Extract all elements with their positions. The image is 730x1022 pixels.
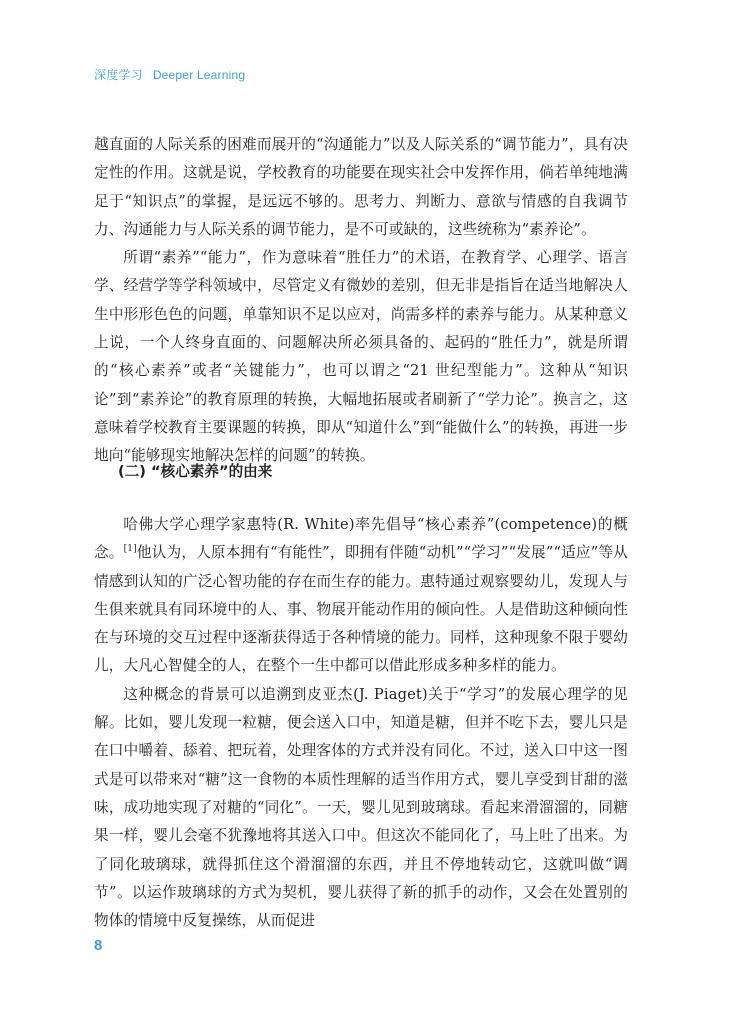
paragraph: 越直面的人际关系的困难而展开的“沟通能力”以及人际关系的“调节能力”，具有决定性的作用。这就是说，学校教育的功能要在现实社会中发挥作用，倘若单纯地满足于“知识点”的掌握，是远远不够的。思考力、判断力、意欲与情感的自我调节力、沟通能力与人际关系的调节能力，是不可或缺的，这些统称为“素养论”。 [94,136,628,238]
body-text-top [94,131,628,471]
paragraph-sentence: 哈佛大学心理学家惠特(R. White)率先倡导“核心素养”(competence)的概念。 [94,516,628,562]
page-number: 8 [94,937,103,954]
citation-marker: [1] [123,544,137,555]
paragraph: 所谓“素养”“能力”，作为意味着“胜任力”的术语，在教育学、心理学、语言学、经营学等学科领域中，尽管定义有微妙的差别，但无非是指旨在适当地解决人生中形形色色的问题，单靠知识不足以应对，尚需多样的素养与能力。从某种意义上说，一个人终身直面的、问题解决所必须具备的、起码的“胜任力”，就是所谓的“核心素养”或者“关键能力”，也可以谓之“21 世纪型能力”。这种从“知识论”到“素养论”的教育原理的转换，大幅地拓展或者刷新了“学力论”。换言之，这意味着学校教育主要课题的转换，即从“知道什么”到“能做什么”的转换，再进一步地向“能够现实地解决怎样的问题”的转换。 [94,249,628,465]
paragraph-continuation: 他认为，人原本拥有“有能性”，即拥有伴随“动机”“学习”“发展”“适应”等从情感到认知的广泛心智功能的存在而生存的能力。惠特通过观察婴幼儿，发现人与生俱来就具有同环境中的人、事、物展开能动作用的倾向性。人是借助这种倾向性在与环境的交互过程中逐渐获得适于各种情境的能力。同样，这种现象不限于婴幼儿，大凡心智健全的人，在整个一生中都可以借此形成多种多样的能力。 [94,544,628,675]
paragraph: 这种概念的背景可以追溯到皮亚杰(J. Piaget)关于“学习”的发展心理学的见解。比如，婴儿发现一粒糖，便会送入口中，知道是糖，但并不吃下去，婴儿只是在口中嚼着、舔着、把玩着，处理客体的方式并没有同化。不过，送入口中这一图式是可以带来对“糖”这一食物的本质性理解的适当作用方式，婴儿享受到甘甜的滋味，成功地实现了对糖的“同化”。一天，婴儿见到玻璃球。看起来滑溜溜的，同糖果一样，婴儿会毫不犹豫地将其送入口中。但这次不能同化了，马上吐了出来。为了同化玻璃球，就得抓住这个滑溜溜的东西，并且不停地转动它，这就叫做“调节”。以运作玻璃球的方式为契机，婴儿获得了新的抓手的动作，又会在处置别的物体的情境中反复操练，从而促进 [94,685,628,930]
body-text-bottom [94,511,628,935]
header-title-en: Deeper Learning [152,68,246,82]
section-heading: (二) “核心素养”的由来 [118,463,273,480]
paragraph [94,511,628,681]
running-header [94,66,245,83]
header-title-cn: 深度学习 [94,68,143,82]
